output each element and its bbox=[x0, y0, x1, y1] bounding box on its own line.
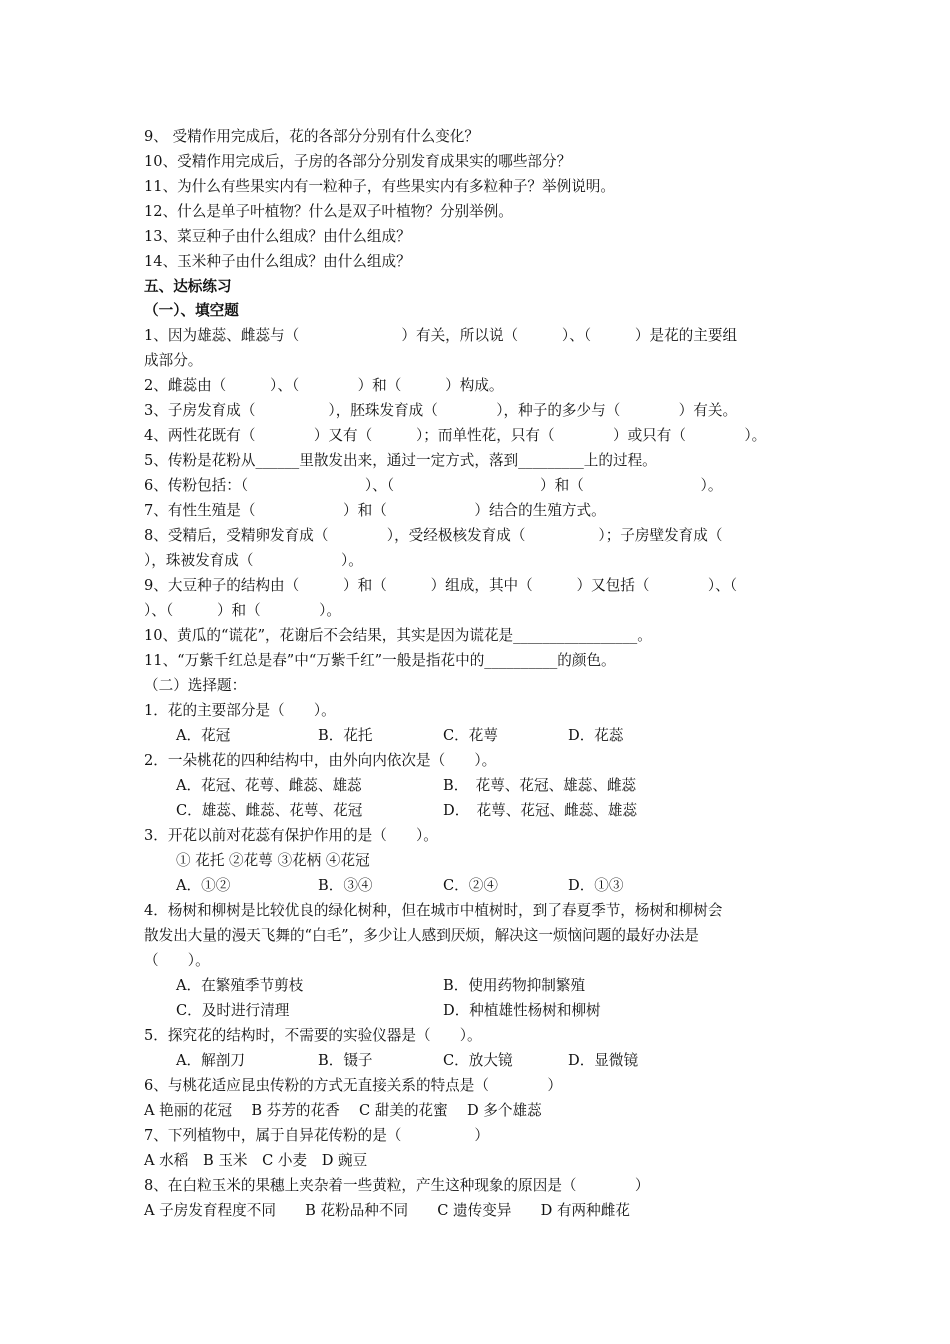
fill-line: 2、雌蕊由（ ）、（ ）和（ ）构成。 bbox=[144, 377, 504, 394]
options-line: A 水稻 B 玉米 C 小麦 D 豌豆 bbox=[144, 1152, 368, 1169]
option-c: C．花萼 bbox=[443, 727, 498, 744]
option-c: C．放大镜 bbox=[443, 1052, 513, 1069]
option-a: A．解剖刀 bbox=[176, 1052, 245, 1069]
option-c: C．及时进行清理 bbox=[176, 1002, 290, 1019]
option-d: D．花蕊 bbox=[568, 727, 624, 744]
fill-line: 5、传粉是花粉从______里散发出来，通过一定方式，落到_________上的过程。 bbox=[144, 452, 657, 469]
question-12: 12、什么是单子叶植物？什么是双子叶植物？分别举例。 bbox=[144, 203, 513, 220]
choice-question-4-cont: 散发出大量的漫天飞舞的“白毛”，多少让人感到厌烦，解决这一烦恼问题的最好办法是 bbox=[144, 927, 699, 944]
choice-question-4: 4．杨树和柳树是比较优良的绿化树种，但在城市中植树时，到了春夏季节，杨树和柳树会 bbox=[144, 902, 723, 919]
option-b: B．使用药物抑制繁殖 bbox=[443, 977, 586, 994]
fill-line: 10、黄瓜的“谎花”，花谢后不会结果，其实是因为谎花是_________________。 bbox=[144, 627, 652, 644]
option-d: D．显微镜 bbox=[568, 1052, 639, 1069]
choice-question-7: 7、下列植物中，属于自异花传粉的是（ ） bbox=[144, 1127, 489, 1144]
option-b: B．镊子 bbox=[318, 1052, 373, 1069]
option-d: D． 花萼、花冠、雌蕊、雄蕊 bbox=[443, 802, 638, 819]
fill-line: 6、传粉包括：（ ）、（ ）和（ ）。 bbox=[144, 477, 723, 494]
fill-section-title: （一）、填空题 bbox=[144, 302, 239, 319]
option-c: C．②④ bbox=[443, 877, 498, 894]
option-a: A．花冠 bbox=[176, 727, 231, 744]
choice-question-4-cont: （ ）。 bbox=[144, 952, 210, 969]
choice-section-title: （二）选择题： bbox=[144, 677, 247, 694]
question-11: 11、为什么有些果实内有一粒种子，有些果实内有多粒种子？举例说明。 bbox=[144, 178, 615, 195]
fill-line: 8、受精后，受精卵发育成（ ），受经极核发育成（ ）；子房壁发育成（ bbox=[144, 527, 723, 544]
choice-question-6: 6、与桃花适应昆虫传粉的方式无直接关系的特点是（ ） bbox=[144, 1077, 562, 1094]
question-10: 10、受精作用完成后，子房的各部分分别发育成果实的哪些部分？ bbox=[144, 153, 572, 170]
option-a: A．花冠、花萼、雌蕊、雄蕊 bbox=[176, 777, 362, 794]
fill-line: ）、（ ）和（ ）。 bbox=[144, 602, 342, 619]
fill-line: ），珠被发育成（ ）。 bbox=[144, 552, 363, 569]
option-b: B．花托 bbox=[318, 727, 373, 744]
question-13: 13、菜豆种子由什么组成？由什么组成？ bbox=[144, 228, 411, 245]
section-title: 五、达标练习 bbox=[144, 278, 232, 295]
option-b: B．③④ bbox=[318, 877, 373, 894]
options-line: A 艳丽的花冠 B 芬芳的花香 C 甜美的花蜜 D 多个雄蕊 bbox=[144, 1102, 542, 1119]
choice-question-3: 3．开花以前对花蕊有保护作用的是（ ）。 bbox=[144, 827, 438, 844]
question-9: 9、 受精作用完成后，花的各部分分别有什么变化？ bbox=[144, 128, 479, 145]
choice-question-8: 8、在白粒玉米的果穗上夹杂着一些黄粒，产生这种现象的原因是（ ） bbox=[144, 1177, 650, 1194]
question-items: ① 花托 ②花萼 ③花柄 ④花冠 bbox=[176, 852, 370, 869]
fill-line: 7、有性生殖是（ ）和（ ）结合的生殖方式。 bbox=[144, 502, 606, 519]
option-a: A．在繁殖季节剪枝 bbox=[176, 977, 304, 994]
option-b: B． 花萼、花冠、雄蕊、雌蕊 bbox=[443, 777, 637, 794]
fill-line: 成部分。 bbox=[144, 352, 203, 369]
options-line: A 子房发育程度不同 B 花粉品种不同 C 遗传变异 D 有两种雌花 bbox=[144, 1202, 630, 1219]
option-d: D．①③ bbox=[568, 877, 624, 894]
choice-question-2: 2．一朵桃花的四种结构中，由外向内依次是（ ）。 bbox=[144, 752, 497, 769]
fill-line: 3、子房发育成（ ），胚珠发育成（ ），种子的多少与（ ）有关。 bbox=[144, 402, 738, 419]
question-14: 14、玉米种子由什么组成？由什么组成？ bbox=[144, 253, 411, 270]
option-c: C．雄蕊、雌蕊、花萼、花冠 bbox=[176, 802, 363, 819]
choice-question-5: 5．探究花的结构时，不需要的实验仪器是（ ）。 bbox=[144, 1027, 482, 1044]
choice-question-1: 1．花的主要部分是（ ）。 bbox=[144, 702, 336, 719]
option-d: D．种植雄性杨树和柳树 bbox=[443, 1002, 601, 1019]
fill-line: 4、两性花既有（ ）又有（ ）；而单性花，只有（ ）或只有（ ）。 bbox=[144, 427, 767, 444]
fill-line: 11、“万紫千红总是春”中“万紫千红”一般是指花中的__________的颜色。 bbox=[144, 652, 616, 669]
option-a: A．①② bbox=[176, 877, 231, 894]
fill-line: 1、因为雄蕊、雌蕊与（ ）有关，所以说（ ）、（ ）是花的主要组 bbox=[144, 327, 738, 344]
fill-line: 9、大豆种子的结构由（ ）和（ ）组成，其中（ ）又包括（ ）、（ bbox=[144, 577, 738, 594]
